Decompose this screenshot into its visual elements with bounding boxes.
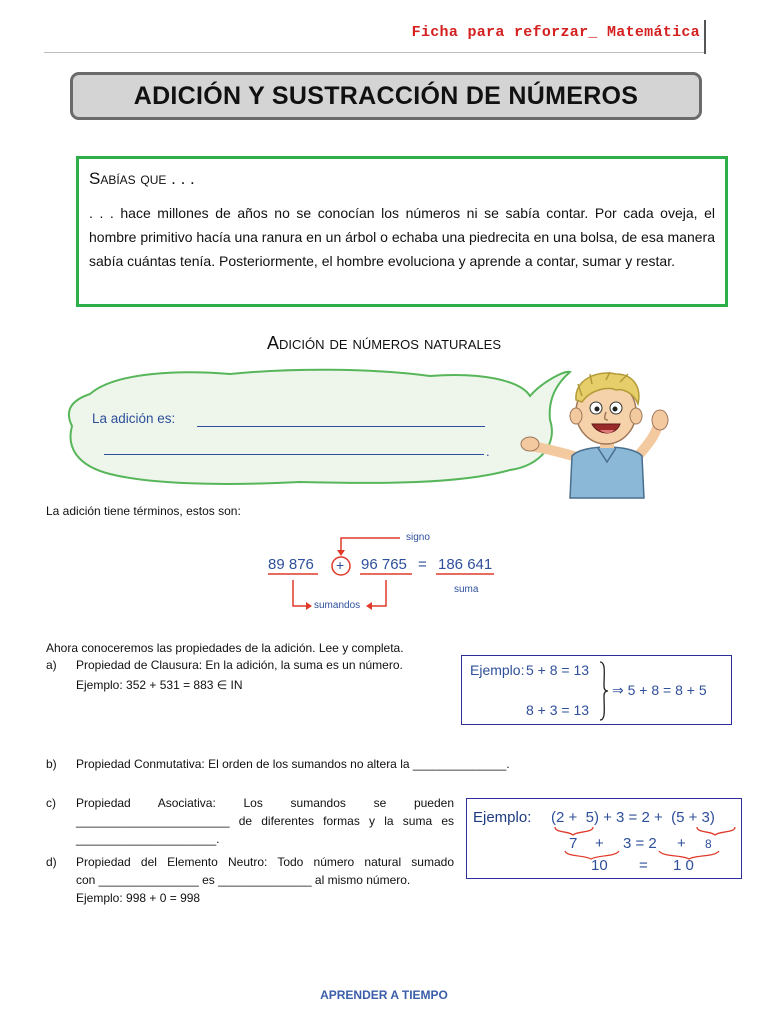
bubble-line-end: . — [486, 444, 490, 459]
example1-result: ⇒ 5 + 8 = 8 + 5 — [612, 682, 707, 698]
property-a-text: Propiedad de Clausura: En la adición, la suma es un número. — [76, 658, 403, 672]
property-d — [46, 855, 454, 905]
property-a — [46, 658, 403, 672]
addend-1: 89 876 — [268, 556, 314, 573]
example1-eq2: 8 + 3 = 13 — [526, 702, 590, 718]
worksheet-header-label: Ficha para reforzar_ Matemática — [411, 24, 700, 41]
signo-arrow — [341, 538, 400, 552]
example1-brace — [598, 660, 610, 722]
property-a-example: Ejemplo: 352 + 531 = 883 ∈ IN — [76, 678, 243, 692]
sumandos-label: sumandos — [314, 600, 361, 611]
bubble-blank-line-2 — [104, 454, 484, 455]
page-title — [70, 72, 702, 120]
header-bar — [704, 20, 706, 54]
example2-row3-b: = — [639, 857, 648, 874]
page-title-text: ADICIÓN Y SUSTRACCIÓN DE NÚMEROS — [133, 81, 639, 110]
speech-bubble — [60, 362, 580, 502]
example2-row2-c: 3 = 2 — [623, 835, 657, 852]
property-b-text: Propiedad Conmutativa: El orden de los sumandos no altera la ______________. — [76, 757, 510, 771]
property-d-example: Ejemplo: 998 + 0 = 998 — [76, 891, 201, 905]
bubble-blank-line-1 — [197, 426, 485, 427]
example-box-associative — [466, 798, 742, 879]
header-rule — [44, 52, 704, 53]
example2-row3-c: 1 0 — [673, 857, 694, 874]
sumandos-arrow-left — [293, 580, 308, 606]
did-you-know-text: . . . hace millones de años no se conocían los números ni se sabía contar. Por cada oveja, el hombre primitivo hacía una ranura en un árbol o echaba una piedrecita en una bolsa, de esa manera sabía cuántas tenía. Posteriormente, el hombre evoluciona y aprende a contar, sumar y restar. — [89, 205, 715, 269]
equals-sign: = — [418, 556, 427, 573]
addend-2: 96 765 — [361, 556, 407, 573]
property-d-line1: Propiedad del Elemento Neutro: Todo número natural sumado — [76, 855, 454, 869]
property-c-letter: c) — [46, 796, 56, 810]
example2-row2-b: + — [595, 835, 604, 852]
suma-label: suma — [454, 584, 479, 595]
did-you-know-title: Sabías que . . . — [89, 169, 195, 188]
example-box-commutative — [461, 655, 732, 725]
bubble-label: La adición es: — [92, 411, 176, 426]
example2-label: Ejemplo: — [473, 809, 532, 826]
property-d-letter: d) — [46, 855, 57, 869]
example2-row2-e: 8 — [705, 837, 712, 851]
did-you-know-box — [76, 156, 728, 307]
example2-row2-a: 7 — [569, 835, 578, 852]
properties-intro: Ahora conoceremos las propiedades de la adición. Lee y completa. — [46, 641, 404, 655]
sumandos-arrow-right — [370, 580, 386, 606]
property-d-line2: con _______________ es ______________ al mismo número. — [76, 873, 411, 887]
example1-eq1: 5 + 8 = 13 — [526, 662, 590, 678]
property-c-line3: _____________________. — [76, 832, 220, 846]
property-c-line1: Propiedad Asociativa: Los sumandos se pueden — [76, 796, 454, 810]
footer-label: APRENDER A TIEMPO — [320, 988, 448, 1002]
boy-illustration — [520, 370, 720, 500]
example2-row3-a: 10 — [591, 857, 608, 874]
property-a-letter: a) — [46, 658, 57, 672]
section-title: Adición de números naturales — [266, 333, 502, 353]
property-c-line2: _______________________ de diferentes formas y la suma es — [76, 814, 454, 828]
example1-label: Ejemplo: — [470, 662, 525, 678]
sum-result: 186 641 — [438, 556, 493, 573]
addition-terms-diagram — [250, 528, 520, 618]
signo-label: signo — [406, 532, 430, 543]
terms-intro: La adición tiene términos, estos son: — [46, 504, 241, 518]
property-c — [46, 796, 454, 846]
example2-row1: (2 + 5) + 3 = 2 + (5 + 3) — [551, 809, 715, 826]
operator-plus: + — [336, 557, 345, 573]
example2-row2-d: + — [677, 835, 686, 852]
property-b — [46, 757, 510, 771]
property-b-letter: b) — [46, 757, 57, 771]
